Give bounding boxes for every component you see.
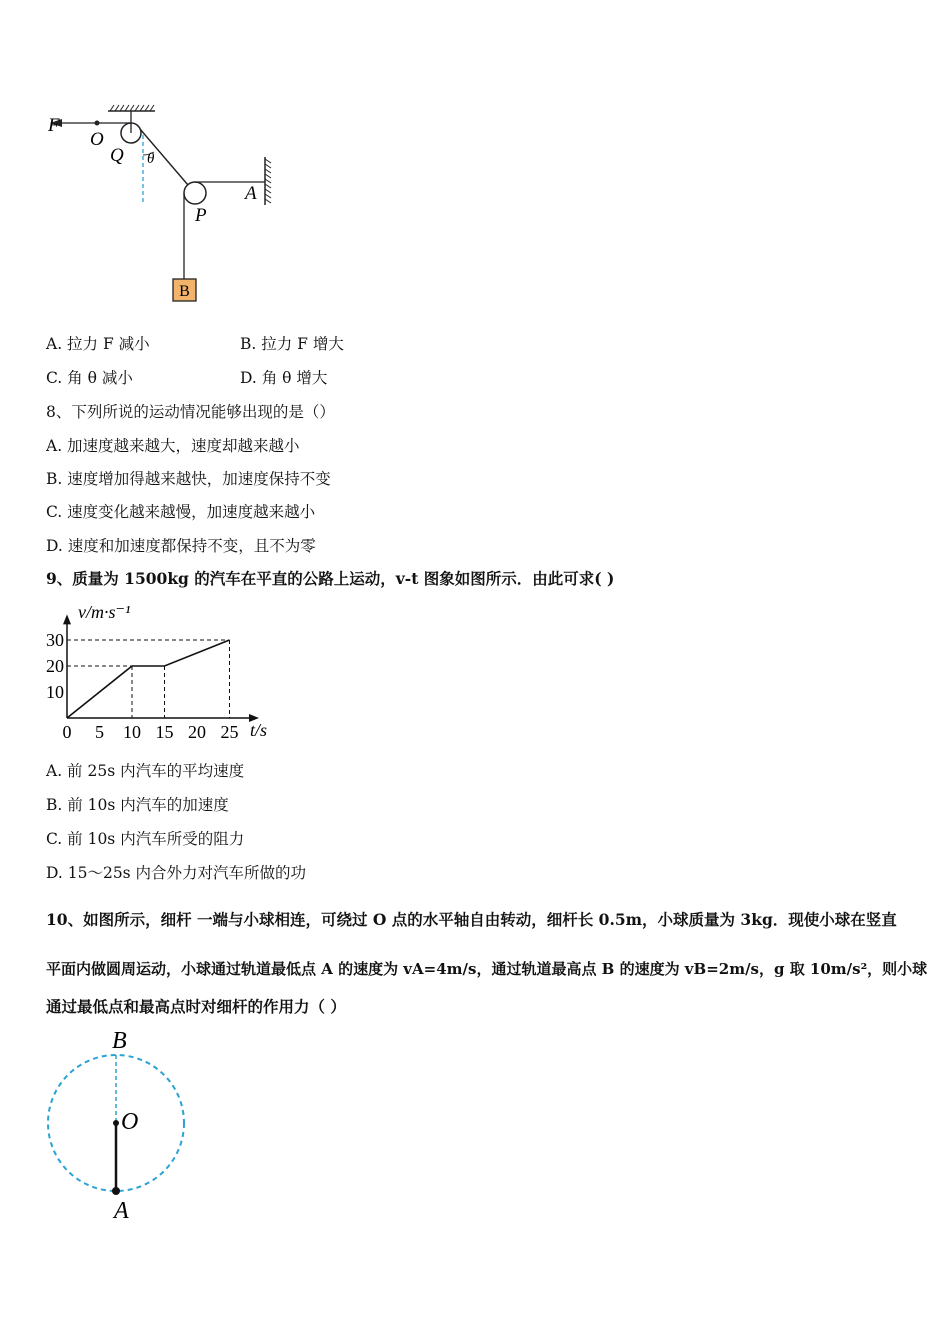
vt-chart [40, 598, 290, 748]
q7-option-b: B. 拉力 F 增大 [240, 335, 344, 353]
pulley-p [184, 182, 206, 204]
x-tick-label: 0 [62, 722, 72, 742]
q9-option-a: A. 前 25s 内汽车的平均速度 [46, 762, 245, 780]
x-tick-label: 20 [188, 722, 206, 742]
q9-option-d: D. 15～25s 内合外力对汽车所做的功 [46, 864, 307, 882]
label-b-top: B [112, 1028, 127, 1054]
q8-option-b: B. 速度增加得越来越快，加速度保持不变 [46, 470, 331, 488]
q7-option-d: D. 角 θ 增大 [240, 369, 328, 387]
q9-option-c: C. 前 10s 内汽车所受的阻力 [46, 830, 245, 848]
ball-a [112, 1187, 120, 1195]
y-tick-label: 10 [46, 682, 64, 702]
q7-option-c: C. 角 θ 减小 [46, 369, 133, 387]
label-theta: θ [147, 151, 155, 167]
x-tick-label: 10 [123, 722, 141, 742]
q8-option-c: C. 速度变化越来越慢，加速度越来越小 [46, 503, 316, 521]
label-q: Q [110, 145, 124, 166]
label-o-center: O [121, 1109, 139, 1135]
y-axis-arrow [63, 614, 71, 624]
q8-option-d: D. 速度和加速度都保持不变，且不为零 [46, 537, 316, 555]
y-tick-label: 30 [46, 630, 64, 650]
label-a-bottom: A [114, 1198, 129, 1224]
vt-ylabel: v/m·s⁻¹ [78, 602, 131, 622]
label-a: A [245, 183, 257, 204]
point-o [95, 121, 100, 126]
q9-stem: 9、质量为 1500kg 的汽车在平直的公路上运动，v-t 图象如图所示．由此可求( ) [46, 569, 615, 588]
pulley-figure [40, 95, 290, 310]
wall-hatch [265, 159, 271, 203]
circle-figure [40, 1025, 200, 1225]
y-tick-label: 20 [46, 656, 64, 676]
label-f: F [48, 115, 60, 136]
q7-option-a: A. 拉力 F 减小 [46, 335, 150, 353]
label-p: P [195, 205, 207, 226]
x-tick-label: 25 [220, 722, 239, 742]
q10-line-3: 通过最低点和最高点时对细杆的作用力（ ） [46, 997, 346, 1016]
x-tick-label: 5 [95, 722, 104, 742]
label-b: B [179, 283, 190, 300]
x-tick-label: 15 [155, 722, 174, 742]
q10-line-2: 平面内做圆周运动，小球通过轨道最低点 A 的速度为 vA=4m/s，通过轨道最高点 B 的速度为 vB=2m/s，g 取 10m/s²，则小球 [46, 960, 928, 978]
ceiling-hatch [110, 105, 154, 111]
pivot-o [113, 1120, 119, 1126]
label-o: O [90, 129, 104, 150]
vt-series-line [67, 640, 230, 718]
q9-option-b: B. 前 10s 内汽车的加速度 [46, 796, 229, 814]
q8-stem: 8、下列所说的运动情况能够出现的是（） [46, 403, 335, 421]
q8-option-a: A. 加速度越来越大，速度却越来越小 [46, 437, 300, 455]
q10-line-1: 10、如图所示，细杆 一端与小球相连，可绕过 O 点的水平轴自由转动，细杆长 0.5m，小球质量为 3kg．现使小球在竖直 [46, 910, 897, 929]
vt-xlabel: t/s [250, 720, 268, 740]
